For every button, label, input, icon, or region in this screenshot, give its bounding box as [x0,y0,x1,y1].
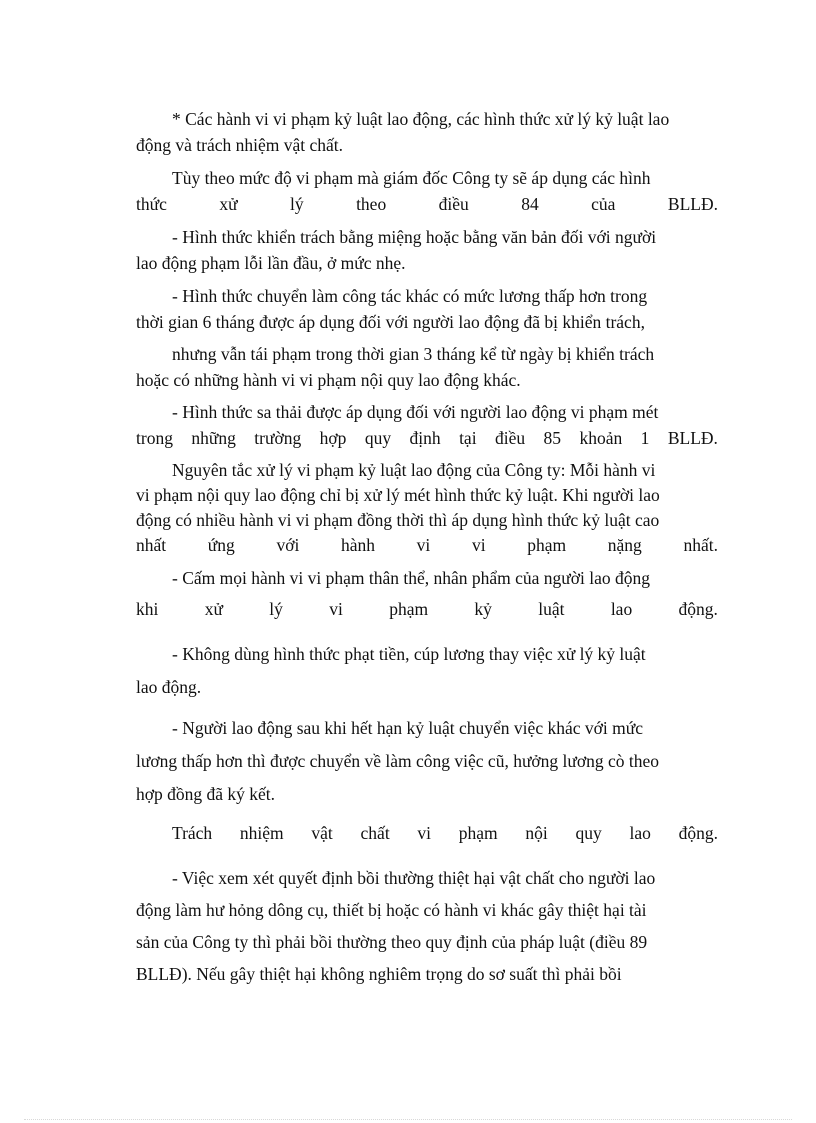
word: nhất [136,535,167,555]
paragraph-11 [136,712,718,811]
word: động. [678,599,718,619]
word: điều [494,428,526,448]
word: hợp [319,428,347,448]
text-line: Nguyên tắc xử lý vi phạm kỷ luật lao động của Công ty: Mỗi hành vi [172,460,656,480]
word: luật [538,599,565,619]
word: hành [340,535,376,555]
paragraph-1 [136,106,718,158]
text-line: - Việc xem xét quyết định bồi thường thiệt hại vật chất cho người lao [172,868,656,888]
word: điều [438,194,469,214]
word: 85 [543,428,562,448]
paragraph-12 [136,820,718,846]
text-line: sản của Công ty thì phải bồi thường theo quy định của pháp luật (điều 89 [136,932,648,952]
word: nặng [607,535,642,555]
word: quy [575,823,602,843]
paragraph-4 [136,283,718,335]
text-line: - Hình thức sa thải được áp dụng đối với người lao động vi phạm mét [172,402,659,422]
word: trường [254,428,302,448]
word: với [276,535,300,555]
paragraph-8 [136,565,718,591]
text-line: Tùy theo mức độ vi phạm mà giám đốc Công ty sẽ áp dụng các hình [172,168,651,188]
justified-line [136,596,718,622]
word: vật [311,823,333,843]
word: ứng [207,535,235,555]
text-line: động và trách nhiệm vật chất. [136,135,344,155]
page-bottom-divider [24,1119,792,1120]
word: chất [360,823,390,843]
paragraph-6 [136,399,718,451]
word: lao [610,599,633,619]
text-line: lương thấp hơn thì được chuyển về làm công việc cũ, hưởng lương cò theo [136,751,660,771]
word: phạm [458,823,498,843]
text-line: - Cấm mọi hành vi vi phạm thân thể, nhân phẩm của người lao động [172,568,651,588]
word: thức [136,194,167,214]
justified-line [136,533,718,558]
word: vi [329,599,343,619]
word: lý [290,194,304,214]
text-line: hợp đồng đã ký kết. [136,784,276,804]
text-line: lao động. [136,677,202,697]
word: nội [525,823,548,843]
paragraph-7 [136,458,718,558]
paragraph-10 [136,638,718,704]
word: xử [219,194,238,214]
text-line: - Hình thức khiển trách bằng miệng hoặc bằng văn bản đối với người [172,227,657,247]
text-line: động có nhiều hành vi vi phạm đồng thời thì áp dụng hình thức kỷ luật cao [136,510,660,530]
justified-line [136,191,718,217]
paragraph-5 [136,341,718,393]
text-line: - Người lao động sau khi hết hạn kỷ luật chuyển việc khác với mức [172,718,643,738]
word: lao [629,823,651,843]
word: nhiệm [239,823,284,843]
word: theo [356,194,387,214]
word: những [191,428,236,448]
text-line: động làm hư hỏng dông cụ, thiết bị hoặc có hành vi khác gây thiệt hại tài [136,900,647,920]
word: khoản [579,428,623,448]
word: vi [471,535,486,555]
word: tại [459,428,477,448]
text-line: lao động phạm lỗi lần đầu, ở mức nhẹ. [136,253,406,273]
word: xử [204,599,223,619]
word: BLLĐ. [667,428,718,448]
paragraph-9 [136,596,718,622]
text-line: nhưng vẫn tái phạm trong thời gian 3 tháng kể từ ngày bị khiển trách [172,344,655,364]
word: nhất. [683,535,718,555]
word: vi [417,823,432,843]
word: phạm [389,599,429,619]
word: khi [136,599,159,619]
word: của [591,194,616,214]
text-line: - Không dùng hình thức phạt tiền, cúp lương thay việc xử lý kỷ luật [172,644,646,664]
paragraph-2 [136,165,718,217]
word: định [409,428,441,448]
paragraph-13 [136,862,718,990]
text-line: BLLĐ). Nếu gây thiệt hại không nghiêm trọng do sơ suất thì phải bồi [136,964,622,984]
word: trong [136,428,173,448]
word: 1 [640,428,650,448]
text-line: - Hình thức chuyển làm công tác khác có mức lương thấp hơn trong [172,286,648,306]
text-line: thời gian 6 tháng được áp dụng đối với người lao động đã bị khiển trách, [136,312,645,332]
justified-line [136,425,718,451]
word: lý [269,599,283,619]
word: BLLĐ. [667,194,718,214]
paragraph-3 [136,224,718,276]
word: vi [416,535,431,555]
word: kỷ [474,599,492,619]
word: 84 [521,194,539,214]
justified-line [172,820,718,846]
word: Trách [172,823,213,843]
text-line: vi phạm nội quy lao động chỉ bị xử lý mét hình thức kỷ luật. Khi người lao [136,485,660,505]
word: quy [364,428,392,448]
word: phạm [527,535,567,555]
text-line: hoặc có những hành vi vi phạm nội quy lao động khác. [136,370,521,390]
word: động. [678,823,718,843]
text-line: * Các hành vi vi phạm kỷ luật lao động, các hình thức xử lý kỷ luật lao [172,109,670,129]
